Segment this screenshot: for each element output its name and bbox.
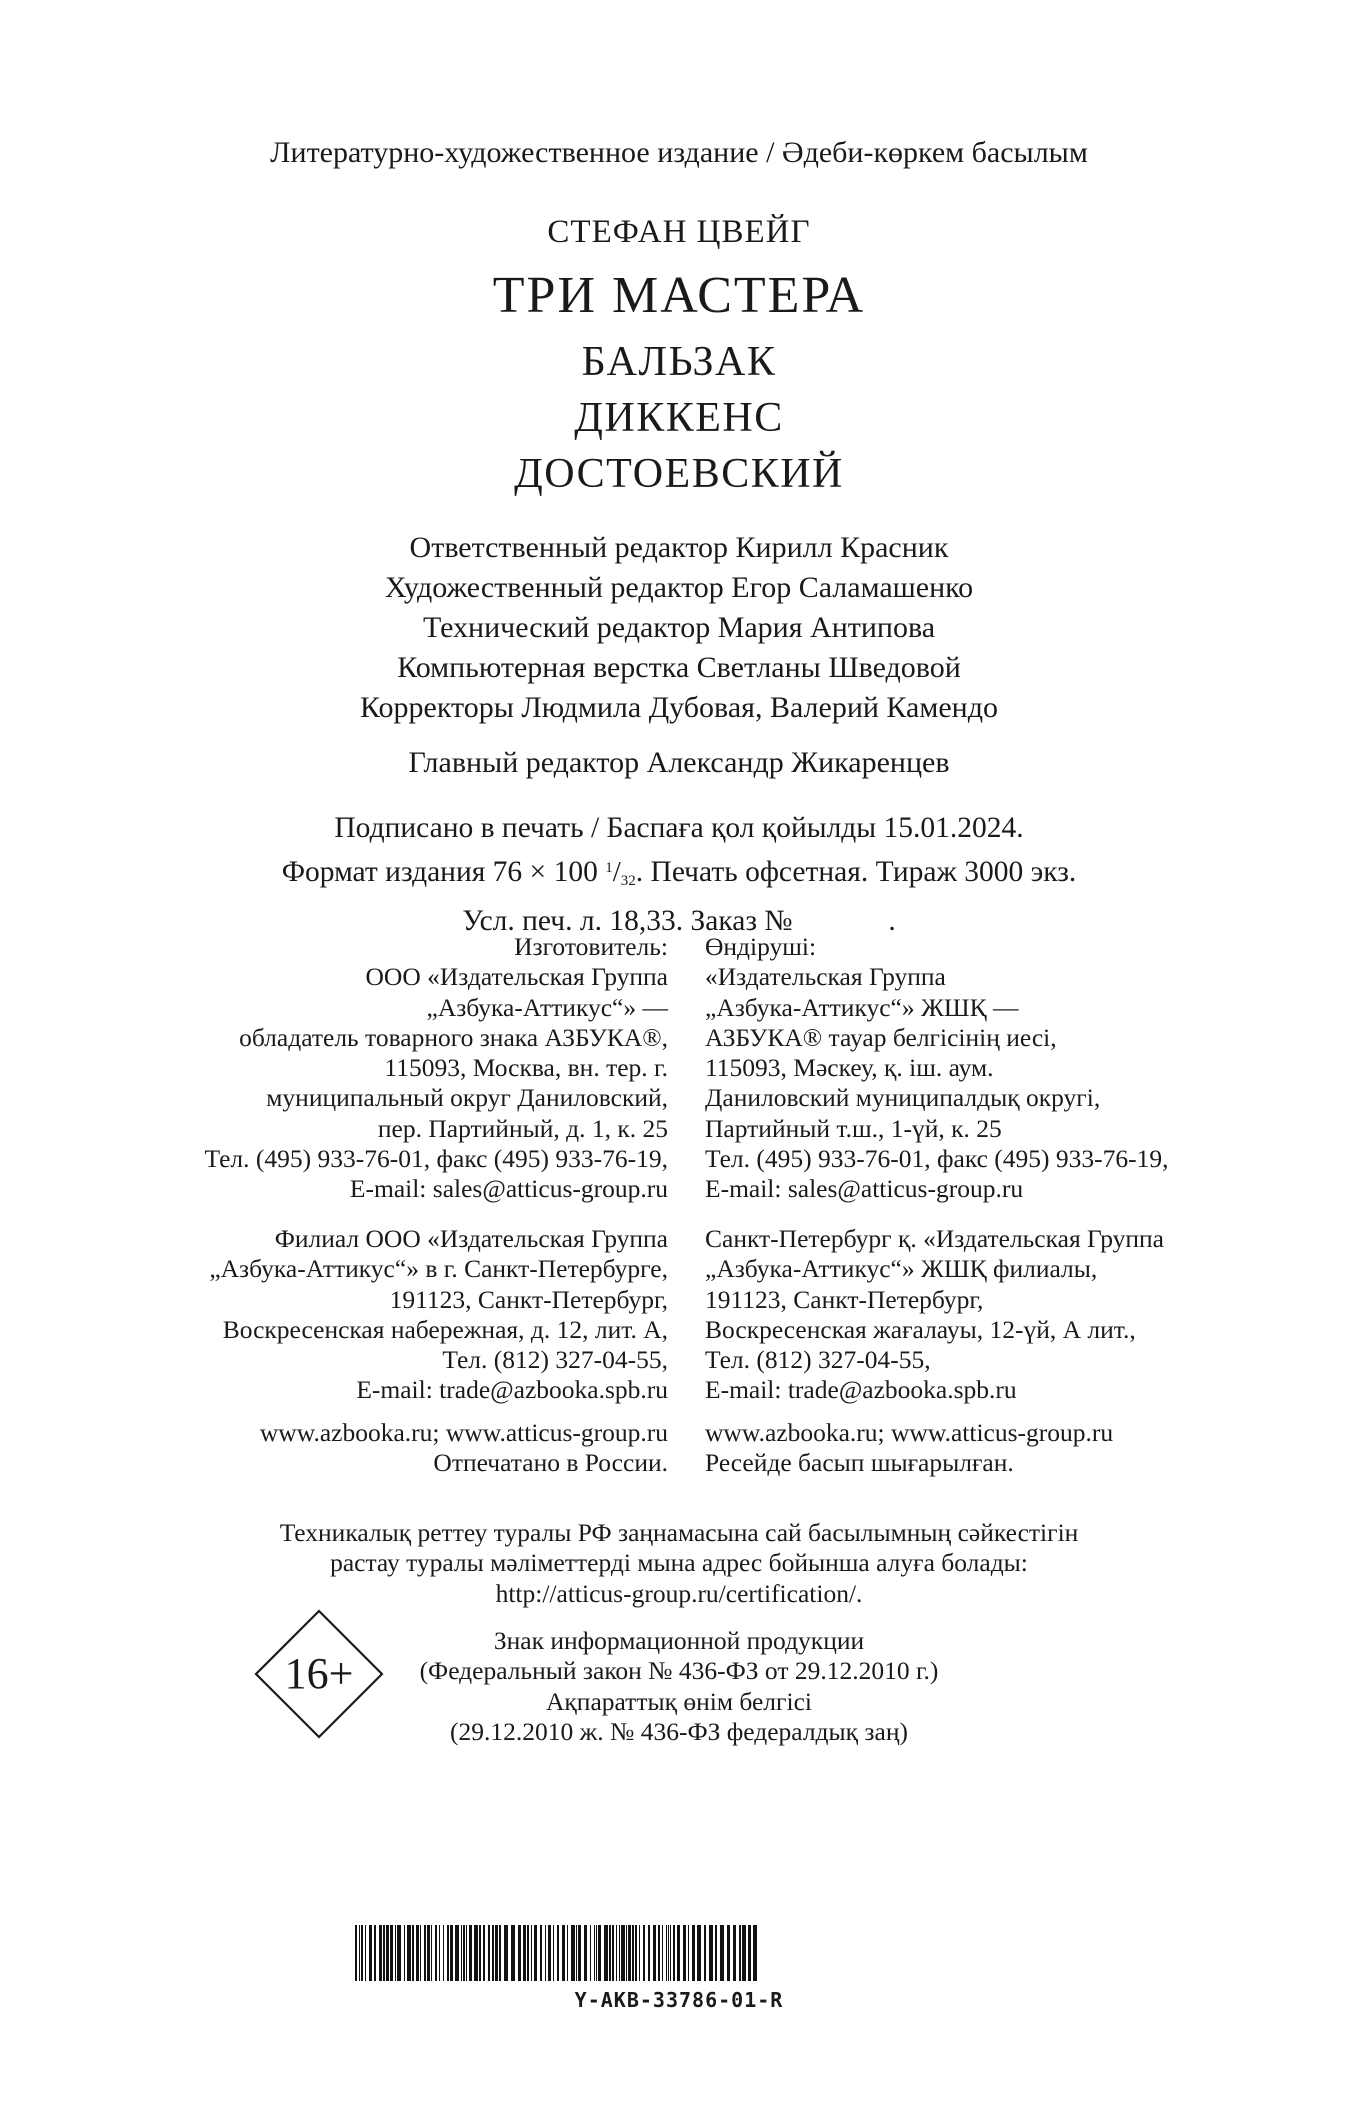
barcode-bar bbox=[383, 1925, 385, 1981]
print-conditions: Усл. печ. л. 18,33. Заказ № . bbox=[462, 905, 896, 937]
certification-note bbox=[0, 1518, 1358, 1609]
barcode-bar bbox=[594, 1925, 595, 1981]
branch-ru-line: 191123, Санкт-Петербург, bbox=[389, 1284, 668, 1314]
barcode-bar bbox=[584, 1925, 587, 1981]
branch-ru-line: Воскресенская набережная, д. 12, лит. А, bbox=[222, 1314, 668, 1344]
manufacturer-kz-line: Тел. (495) 933-76-01, факс (495) 933-76-19, bbox=[705, 1144, 1169, 1174]
barcode-bar bbox=[557, 1925, 559, 1981]
barcode-bar bbox=[643, 1925, 645, 1981]
barcode-bar bbox=[479, 1925, 481, 1981]
barcode-bar bbox=[518, 1925, 521, 1981]
manufacturer-kz-line: АЗБУКА® тауар белгісінің иесі, bbox=[705, 1022, 1057, 1052]
branch-kz-line: Санкт-Петербург қ. «Издательская Группа bbox=[705, 1224, 1164, 1253]
barcode-bar bbox=[666, 1925, 667, 1981]
barcode-bar bbox=[395, 1925, 396, 1981]
manufacturer-ru-line: ООО «Издательская Группа bbox=[365, 962, 668, 992]
manufacturer-kz-line: Даниловский муниципалдық округі, bbox=[705, 1083, 1101, 1113]
footer-ru-line: www.azbooka.ru; www.atticus-group.ru bbox=[259, 1418, 668, 1447]
footer-ru bbox=[260, 1418, 668, 1479]
barcode-bar bbox=[365, 1925, 366, 1981]
barcode-bar bbox=[562, 1925, 565, 1981]
branch-ru-line: Филиал ООО «Издательская Группа bbox=[274, 1224, 668, 1253]
manufacturer-ru-line: 115093, Москва, вн. тер. г. bbox=[384, 1053, 668, 1083]
barcode-bar bbox=[407, 1925, 411, 1981]
barcode-bar bbox=[450, 1925, 453, 1981]
certification-line: Техникалық реттеу туралы РФ заңнамасына сай басылымның сәйкестігін bbox=[279, 1518, 1079, 1547]
barcode-bar bbox=[527, 1925, 529, 1981]
barcode-bar bbox=[483, 1925, 485, 1981]
barcode-bar bbox=[495, 1925, 498, 1981]
branch-ru-line: Тел. (812) 327-04-55, bbox=[442, 1345, 668, 1375]
barcode-bar bbox=[567, 1925, 568, 1981]
barcode-bar bbox=[753, 1925, 757, 1981]
genre-line: Литературно-художественное издание / Әдеби-көркем басылым bbox=[270, 136, 1088, 169]
signed-date: Подписано в печать / Баспаға қол қойылды 15.01.2024. bbox=[334, 812, 1024, 844]
barcode-bar bbox=[739, 1925, 741, 1981]
barcode-bar bbox=[720, 1925, 724, 1981]
manufacturer-kz-line: Өндіруші: bbox=[705, 932, 817, 961]
barcode-bar bbox=[683, 1925, 686, 1981]
barcode-bar bbox=[443, 1925, 444, 1981]
barcode-bar bbox=[386, 1925, 389, 1981]
barcode-bar bbox=[548, 1925, 551, 1981]
format-prefix: Формат издания 76 × 100 bbox=[281, 856, 606, 888]
manufacturer-ru-line: обладатель товарного знака АЗБУКА®, bbox=[239, 1022, 668, 1052]
barcode-bar bbox=[658, 1925, 660, 1981]
barcode-bar bbox=[455, 1925, 459, 1981]
manufacturer-kz-line: 115093, Мәскеу, қ. іш. аум. bbox=[705, 1053, 994, 1083]
barcode-bar bbox=[742, 1925, 746, 1981]
barcode-bar bbox=[439, 1925, 440, 1981]
barcode-bar bbox=[427, 1925, 430, 1981]
barcode-bar bbox=[545, 1925, 546, 1981]
staff-line: Художественный редактор Егор Саламашенко bbox=[384, 571, 974, 604]
info-sign-line: Знак информационной продукции bbox=[493, 1626, 865, 1655]
format-line bbox=[0, 848, 1358, 901]
barcode-bar bbox=[416, 1925, 419, 1981]
branch-kz-line: Тел. (812) 327-04-55, bbox=[705, 1345, 931, 1375]
barcode-bar bbox=[374, 1925, 376, 1981]
manufacturer-ru-line: „Азбука-Аттикус“» — bbox=[426, 992, 668, 1022]
branch-kz-line: „Азбука-Аттикус“» ЖШҚ филиалы, bbox=[705, 1254, 1098, 1284]
format-denominator: 32 bbox=[620, 873, 636, 889]
staff-line: Корректоры Людмила Дубовая, Валерий Камендо bbox=[360, 691, 998, 724]
barcode-bar bbox=[578, 1925, 581, 1981]
barcode-id: Y-AKB-33786-01-R bbox=[574, 1988, 784, 2012]
footer-ru-line: Отпечатано в России. bbox=[433, 1448, 668, 1478]
branch-ru bbox=[209, 1224, 668, 1406]
barcode-bar bbox=[488, 1925, 490, 1981]
branch-kz bbox=[705, 1224, 1164, 1406]
barcode-bar bbox=[596, 1925, 597, 1981]
barcode-bar bbox=[461, 1925, 462, 1981]
manufacturer-kz bbox=[705, 932, 1169, 1205]
certification-line: http://atticus-group.ru/certification/. bbox=[495, 1578, 863, 1608]
barcode-bar bbox=[420, 1925, 421, 1981]
barcode-bar bbox=[511, 1925, 515, 1981]
manufacturer-ru-line: пер. Партийный, д. 1, к. 25 bbox=[377, 1113, 668, 1143]
barcode-bar bbox=[677, 1925, 680, 1981]
barcode-bar bbox=[653, 1925, 656, 1981]
branch-ru-line: E-mail: trade@azbooka.spb.ru bbox=[356, 1375, 668, 1405]
subtitle-balzac: БАЛЬЗАК bbox=[581, 339, 777, 385]
staff-line: Ответственный редактор Кирилл Красник bbox=[409, 531, 949, 564]
author-name: СТЕФАН ЦВЕЙГ bbox=[547, 214, 811, 250]
barcode-bar bbox=[590, 1925, 591, 1981]
barcode-bar bbox=[621, 1925, 625, 1981]
barcode-bar bbox=[639, 1925, 640, 1981]
barcode-bar bbox=[733, 1925, 736, 1981]
barcode-bar bbox=[469, 1925, 472, 1981]
barcode-bar bbox=[424, 1925, 426, 1981]
subtitle-dickens: ДИККЕНС bbox=[574, 395, 784, 441]
barcode-bar bbox=[435, 1925, 437, 1981]
barcode-bar bbox=[504, 1925, 508, 1981]
branch-kz-line: Воскресенская жағалауы, 12-үй, А лит., bbox=[705, 1314, 1136, 1344]
barcode-bar bbox=[697, 1925, 701, 1981]
barcode-bar bbox=[673, 1925, 675, 1981]
format-suffix: . Печать офсетная. Тираж 3000 экз. bbox=[635, 856, 1077, 888]
branch-ru-line: „Азбука-Аттикус“» в г. Санкт-Петербурге, bbox=[209, 1254, 668, 1284]
barcode-bar bbox=[635, 1925, 637, 1981]
editorial-staff bbox=[0, 528, 1358, 728]
footer-kz bbox=[705, 1418, 1113, 1479]
barcode-bar bbox=[612, 1925, 614, 1981]
barcode-bar bbox=[412, 1925, 414, 1981]
manufacturer-ru bbox=[205, 932, 669, 1205]
barcode-bar bbox=[648, 1925, 650, 1981]
barcode-bar bbox=[359, 1925, 360, 1981]
subtitle-dostoevsky: ДОСТОЕВСКИЙ bbox=[514, 451, 844, 497]
manufacturer-kz-line: «Издательская Группа bbox=[705, 962, 946, 992]
info-product-sign bbox=[0, 1626, 1358, 1747]
age-rating-label: 16+ bbox=[284, 1649, 354, 1698]
barcode-bar bbox=[553, 1925, 554, 1981]
manufacturer-kz-line: „Азбука-Аттикус“» ЖШҚ — bbox=[705, 992, 1019, 1022]
format-slash: / bbox=[612, 856, 621, 888]
barcode-bar bbox=[626, 1925, 627, 1981]
barcode-bar bbox=[523, 1925, 526, 1981]
manufacturer-kz-line: E-mail: sales@atticus-group.ru bbox=[705, 1174, 1024, 1204]
info-sign-line: Ақпараттық өнім белгісі bbox=[546, 1686, 812, 1716]
barcode-bar bbox=[390, 1925, 393, 1981]
footer-kz-line: Ресейде басып шығарылған. bbox=[705, 1448, 1014, 1478]
barcode-bar bbox=[492, 1925, 494, 1981]
manufacturer-ru-line: Изготовитель: bbox=[514, 932, 668, 961]
barcode-bar bbox=[355, 1925, 357, 1981]
barcode-bar bbox=[571, 1925, 575, 1981]
barcode-bar bbox=[670, 1925, 671, 1981]
barcode-bar bbox=[531, 1925, 532, 1981]
barcode-bar bbox=[727, 1925, 730, 1981]
staff-line: Технический редактор Мария Антипова bbox=[422, 611, 936, 644]
barcode-bar bbox=[499, 1925, 501, 1981]
barcode-bar bbox=[688, 1925, 689, 1981]
barcode-bar bbox=[619, 1925, 620, 1981]
barcode-bar bbox=[632, 1925, 634, 1981]
barcode-bar bbox=[709, 1925, 713, 1981]
barcode-bar bbox=[397, 1925, 401, 1981]
chief-editor: Главный редактор Александр Жикаренцев bbox=[408, 746, 950, 779]
format-fraction bbox=[605, 856, 636, 889]
barcode-bar bbox=[604, 1925, 608, 1981]
barcode-bar bbox=[404, 1925, 405, 1981]
barcode-icon bbox=[355, 1925, 761, 1981]
barcode-bar bbox=[609, 1925, 611, 1981]
barcode-bar bbox=[463, 1925, 465, 1981]
barcode-bar bbox=[540, 1925, 542, 1981]
barcode-bar bbox=[431, 1925, 432, 1981]
barcode-bar bbox=[361, 1925, 363, 1981]
barcode-bar bbox=[466, 1925, 467, 1981]
barcode-bar bbox=[616, 1925, 617, 1981]
barcode-bar bbox=[748, 1925, 751, 1981]
barcode-bar bbox=[715, 1925, 717, 1981]
book-title: ТРИ МАСТЕРА bbox=[492, 267, 866, 324]
branch-kz-line: E-mail: trade@azbooka.spb.ru bbox=[705, 1375, 1017, 1405]
barcode-bar bbox=[628, 1925, 631, 1981]
barcode-bar bbox=[692, 1925, 695, 1981]
barcode-bar bbox=[534, 1925, 537, 1981]
staff-line: Компьютерная верстка Светланы Шведовой bbox=[397, 651, 961, 684]
manufacturer-ru-line: Тел. (495) 933-76-01, факс (495) 933-76-19, bbox=[204, 1144, 668, 1174]
manufacturer-ru-line: E-mail: sales@atticus-group.ru bbox=[349, 1174, 668, 1204]
certification-line: растау туралы мәліметтерді мына адрес бойынша алуға болады: bbox=[330, 1548, 1028, 1578]
barcode-bar bbox=[662, 1925, 663, 1981]
barcode-bar bbox=[369, 1925, 372, 1981]
format-numerator: 1 bbox=[605, 860, 613, 876]
branch-kz-line: 191123, Санкт-Петербург, bbox=[705, 1284, 984, 1314]
manufacturer-kz-line: Партийный т.ш., 1-үй, к. 25 bbox=[705, 1113, 1002, 1143]
manufacturer-ru-line: муниципальный округ Даниловский, bbox=[266, 1083, 668, 1113]
info-sign-line: (29.12.2010 ж. № 436-ФЗ федералдық заң) bbox=[450, 1716, 908, 1746]
barcode-bar bbox=[379, 1925, 382, 1981]
barcode-bar bbox=[668, 1925, 669, 1981]
footer-kz-line: www.azbooka.ru; www.atticus-group.ru bbox=[705, 1418, 1114, 1447]
barcode-bar bbox=[704, 1925, 706, 1981]
print-info bbox=[0, 808, 1358, 941]
info-sign-line: (Федеральный закон № 436-ФЗ от 29.12.2010 г.) bbox=[419, 1656, 939, 1686]
barcode-bar bbox=[576, 1925, 577, 1981]
barcode-bar bbox=[447, 1925, 449, 1981]
barcode-bar bbox=[474, 1925, 478, 1981]
barcode-bar bbox=[598, 1925, 601, 1981]
